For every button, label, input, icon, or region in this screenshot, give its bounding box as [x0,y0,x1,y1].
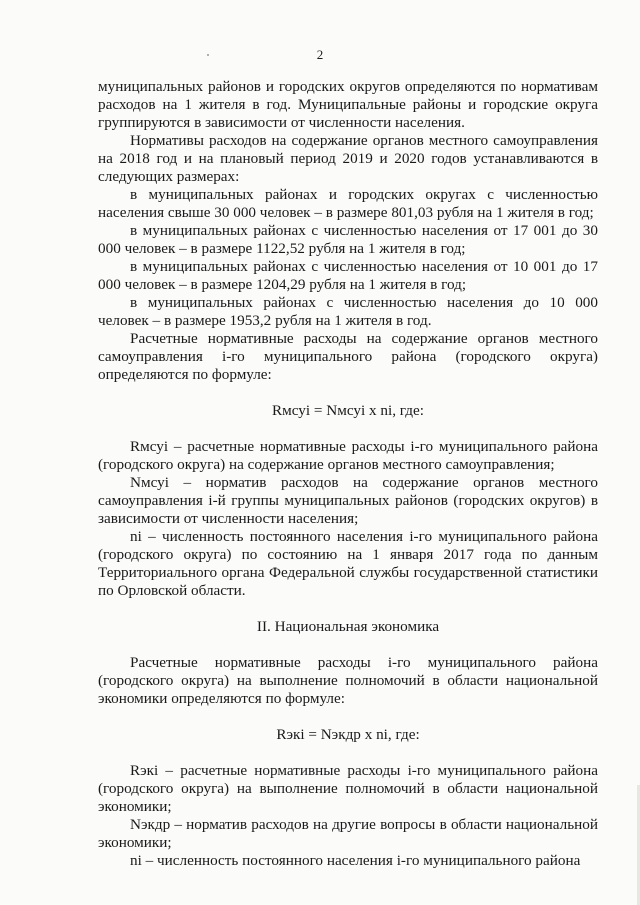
definition: Rмсуi – расчетные нормативные расходы i-го муниципального района (городского округа) на содержание органов местного самоуправления; [98,438,598,473]
page-number: 2 [316,47,324,62]
formula: Rмсуi = Nмсуi x ni, где: [272,402,424,419]
list-item: в муниципальных районах с численностью населения от 10 001 до 17 000 человек – в размере 1204,29 рубля на 1 жителя в год; [98,258,598,293]
definition: Nмсуi – норматив расходов на содержание органов местного самоуправления i-й группы муниципальных районов (городских округов) в зависимости от численности населения; [98,474,598,527]
section-heading: II. Национальная экономика [256,618,440,635]
list-item: в муниципальных районах с численностью населения от 17 001 до 30 000 человек – в размере 1122,52 рубля на 1 жителя в год; [98,222,598,257]
definition: Rэкi – расчетные нормативные расходы i-го муниципального района (городского округа) на выполнение полномочий в области национальной экономики; [98,762,598,815]
paragraph: Нормативы расходов на содержание органов местного самоуправления на 2018 год и на плановый период 2019 и 2020 годов устанавливаются в следующих размерах: [98,132,598,185]
definition: Nэкдр – норматив расходов на другие вопросы в области национальной экономики; [98,816,598,851]
definition: ni – численность постоянного населения i-го муниципального района (городского округа) по состоянию на 1 января 2017 года по данным Территориального органа Федеральной службы государственной статистики по Орловской области. [98,528,598,599]
list-item: в муниципальных районах с численностью населения до 10 000 человек – в размере 1953,2 рубля на 1 жителя в год. [98,294,598,329]
paragraph: Расчетные нормативные расходы на содержание органов местного самоуправления i-го муниципального района (городского округа) определяются по формуле: [98,330,598,383]
scan-speck [207,54,209,56]
paragraph: Расчетные нормативные расходы i-го муниципального района (городского округа) на выполнение полномочий в области национальной экономики определяются по формуле: [98,654,598,707]
definition: ni – численность постоянного населения i-го муниципального района [130,852,581,869]
list-item: в муниципальных районах и городских округах с численностью населения свыше 30 000 человек – в размере 801,03 рубля на 1 жителя в год; [98,186,598,221]
document-body [98,78,598,870]
paragraph: муниципальных районов и городских округов определяются по нормативам расходов на 1 жителя в год. Муниципальные районы и городские округа группируются в зависимости от численности населения. [98,78,598,131]
formula: Rэкi = Nэкдр x ni, где: [276,726,420,743]
